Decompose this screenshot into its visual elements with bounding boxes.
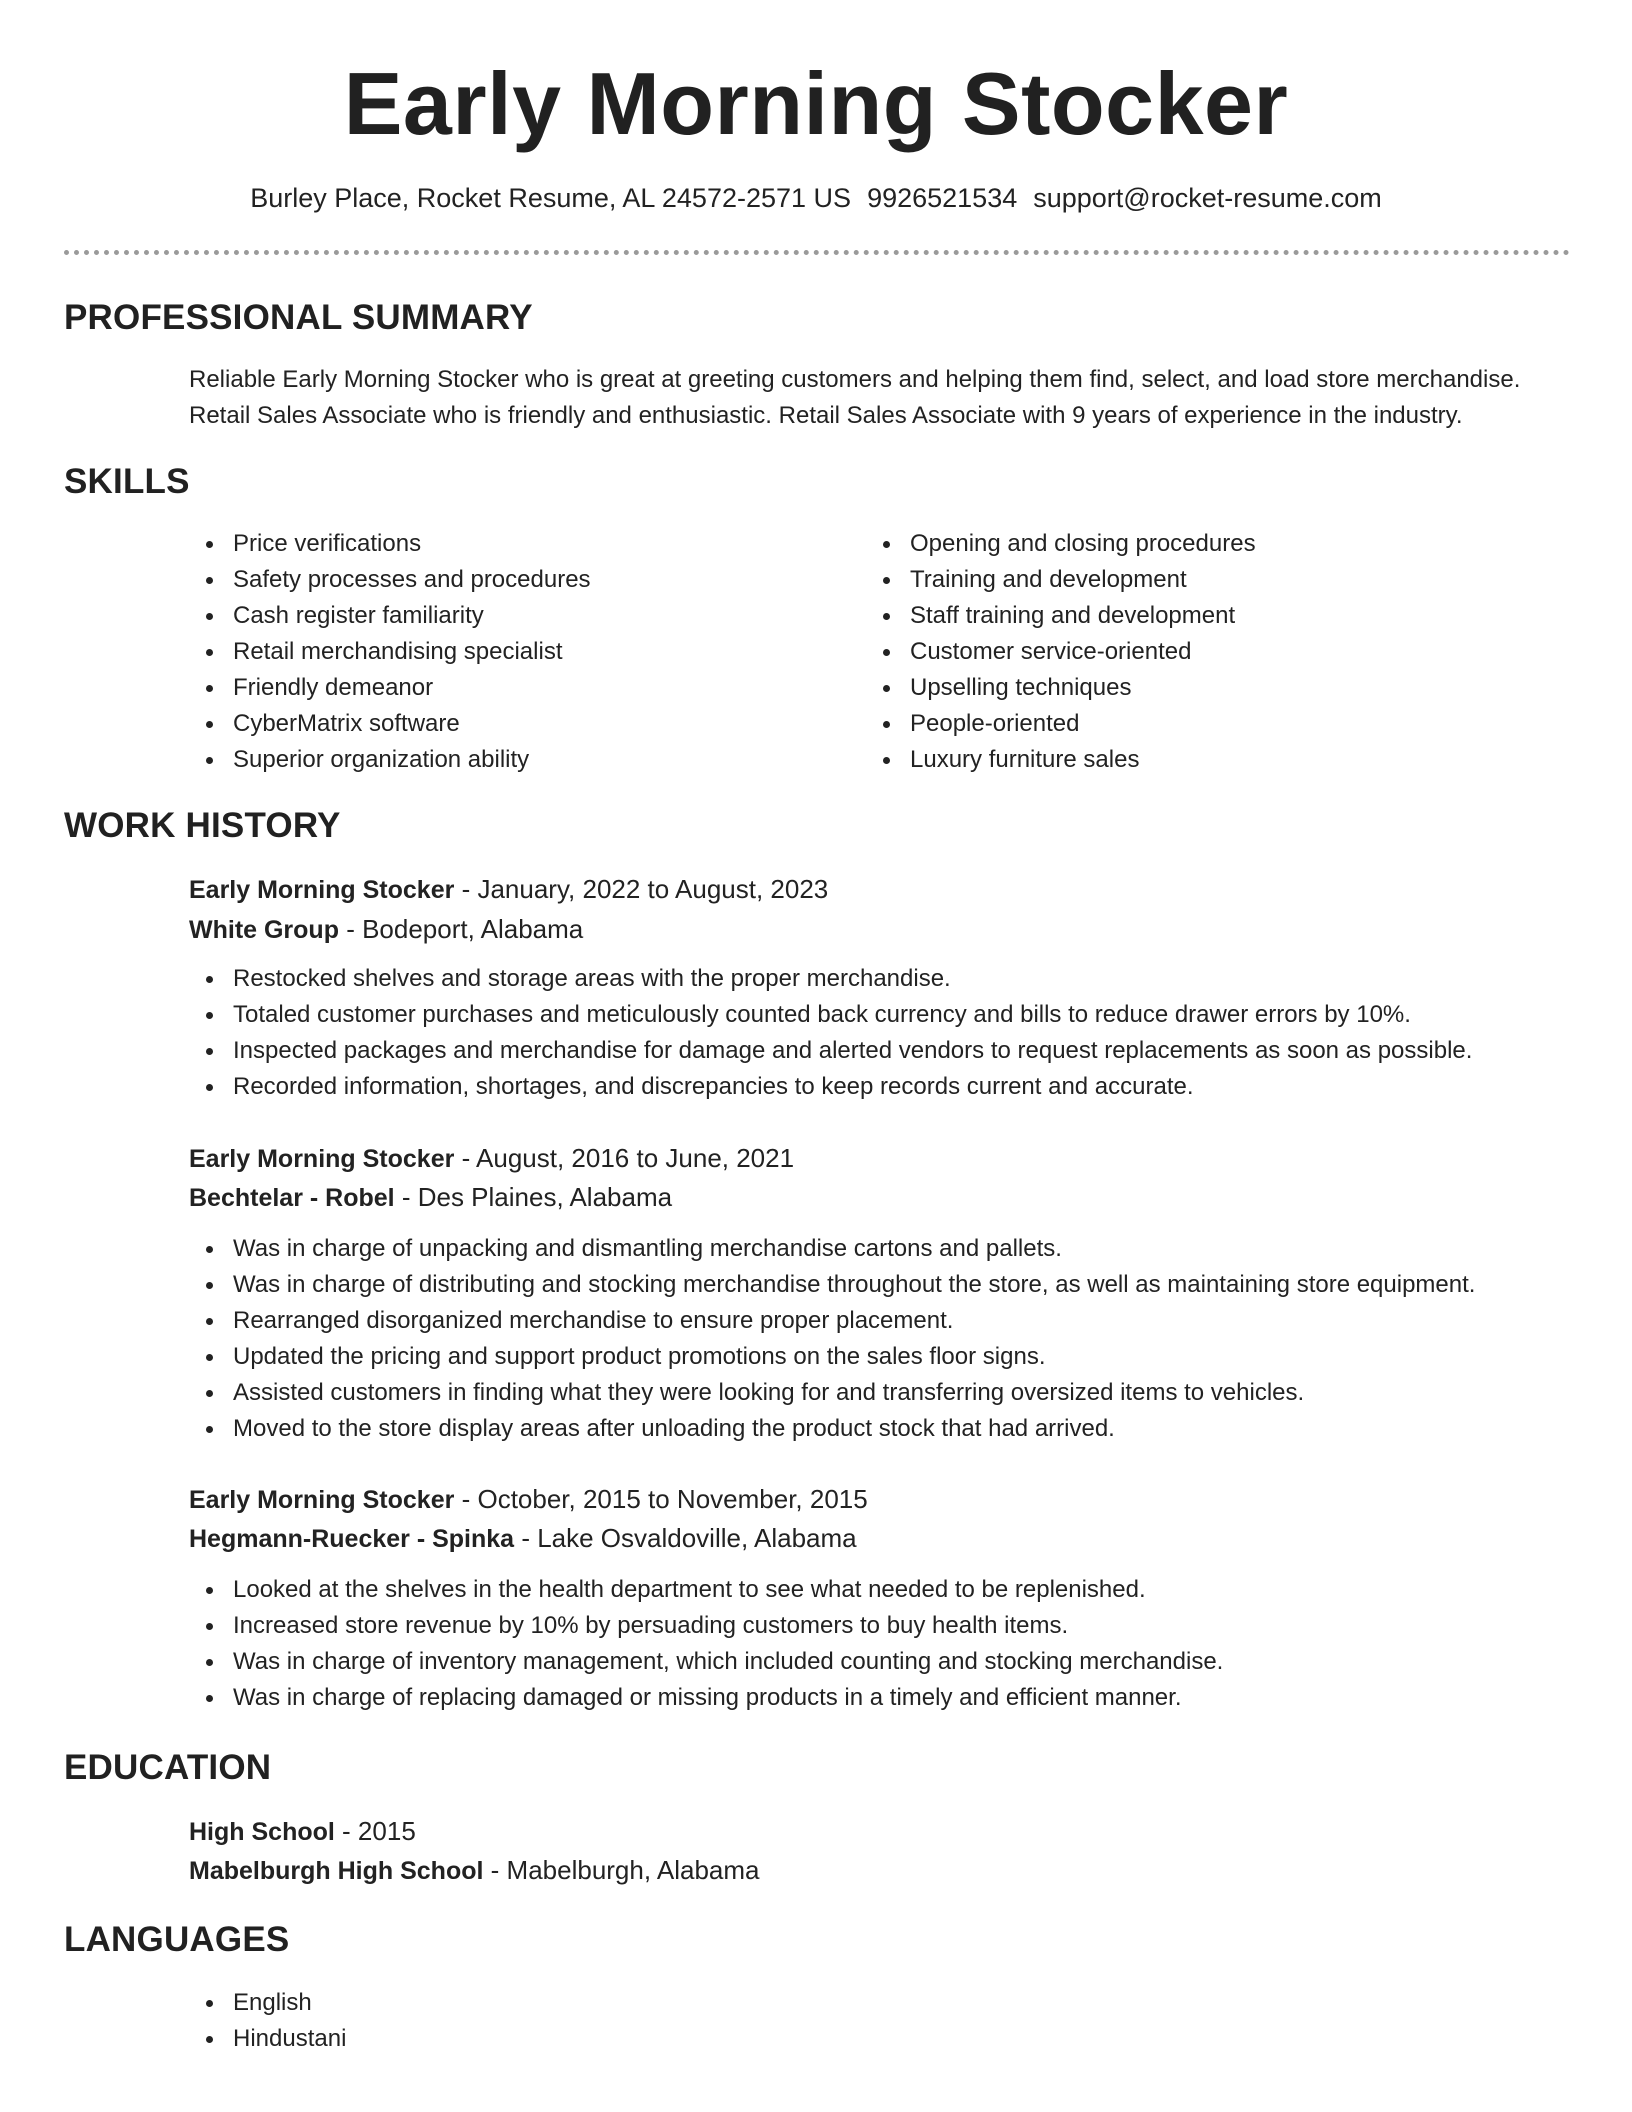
- job-title: Early Morning Stocker: [189, 1145, 455, 1173]
- skill-item: Staff training and development: [866, 598, 1256, 634]
- skill-item: CyberMatrix software: [189, 706, 591, 742]
- job-title: Early Morning Stocker: [189, 1486, 455, 1514]
- languages-list: [189, 1985, 346, 2057]
- contact-phone: 9926521534: [867, 183, 1018, 213]
- skills-list-right: [866, 526, 1256, 778]
- skill-item: Customer service-oriented: [866, 634, 1256, 670]
- header-divider: [64, 250, 1570, 255]
- job-title-line: [189, 871, 828, 908]
- skill-item: Cash register familiarity: [189, 598, 591, 634]
- job-dates: - January, 2022 to August, 2023: [454, 874, 829, 904]
- job-company: Bechtelar - Robel: [189, 1184, 395, 1212]
- job-bullet: Moved to the store display areas after unloading the product stock that had arrived.: [189, 1411, 1475, 1447]
- job-bullet: Was in charge of inventory management, which included counting and stocking merchandise.: [189, 1644, 1223, 1680]
- education-degree: High School: [189, 1818, 335, 1846]
- work-heading: WORK HISTORY: [64, 806, 341, 845]
- contact-line: [0, 180, 1632, 216]
- education-year: - 2015: [334, 1816, 416, 1846]
- skill-item: Upselling techniques: [866, 670, 1256, 706]
- skills-heading: SKILLS: [64, 462, 190, 501]
- job-bullet: Restocked shelves and storage areas with the proper merchandise.: [189, 961, 1472, 997]
- job-company-line: [189, 911, 583, 948]
- job-title-line: [189, 1481, 868, 1518]
- job-title: Early Morning Stocker: [189, 876, 455, 904]
- candidate-name: Early Morning Stocker: [343, 54, 1289, 153]
- education-heading: EDUCATION: [64, 1748, 272, 1787]
- job-bullet: Recorded information, shortages, and discrepancies to keep records current and accurate.: [189, 1069, 1472, 1105]
- education-location: - Mabelburgh, Alabama: [483, 1855, 760, 1885]
- contact-email: support@rocket-resume.com: [1033, 183, 1382, 213]
- job-company: White Group: [189, 916, 339, 944]
- job-location: - Bodeport, Alabama: [338, 914, 584, 944]
- job-company-line: [189, 1179, 672, 1216]
- education-degree-line: [189, 1813, 416, 1850]
- job-bullet: Increased store revenue by 10% by persuading customers to buy health items.: [189, 1608, 1223, 1644]
- skill-item: Luxury furniture sales: [866, 742, 1256, 778]
- job-bullet: Was in charge of distributing and stocking merchandise throughout the store, as well as maintaining store equipment.: [189, 1267, 1475, 1303]
- language-item: Hindustani: [189, 2021, 346, 2057]
- job-company: Hegmann-Ruecker - Spinka: [189, 1525, 515, 1553]
- job-bullet: Assisted customers in finding what they were looking for and transferring oversized items to vehicles.: [189, 1375, 1475, 1411]
- skill-item: Retail merchandising specialist: [189, 634, 591, 670]
- job-dates: - October, 2015 to November, 2015: [454, 1484, 868, 1514]
- job-bullet: Was in charge of replacing damaged or missing products in a timely and efficient manner.: [189, 1680, 1223, 1716]
- job-title-line: [189, 1140, 794, 1177]
- skill-item: Opening and closing procedures: [866, 526, 1256, 562]
- job-bullet: Was in charge of unpacking and dismantling merchandise cartons and pallets.: [189, 1231, 1475, 1267]
- skill-item: Friendly demeanor: [189, 670, 591, 706]
- job-location: - Des Plaines, Alabama: [394, 1182, 673, 1212]
- job-bullets: [189, 1231, 1475, 1447]
- job-bullet: Looked at the shelves in the health department to see what needed to be replenished.: [189, 1572, 1223, 1608]
- job-location: - Lake Osvaldoville, Alabama: [514, 1523, 857, 1553]
- job-bullet: Totaled customer purchases and meticulously counted back currency and bills to reduce drawer errors by 10%.: [189, 997, 1472, 1033]
- languages-heading: LANGUAGES: [64, 1920, 290, 1959]
- skill-item: Safety processes and procedures: [189, 562, 591, 598]
- skill-item: Superior organization ability: [189, 742, 591, 778]
- job-bullets: [189, 1572, 1223, 1716]
- education-school: Mabelburgh High School: [189, 1857, 484, 1885]
- summary-heading: PROFESSIONAL SUMMARY: [64, 298, 533, 337]
- education-school-line: [189, 1852, 759, 1889]
- language-item: English: [189, 1985, 346, 2021]
- job-bullet: Rearranged disorganized merchandise to ensure proper placement.: [189, 1303, 1475, 1339]
- job-bullet: Updated the pricing and support product promotions on the sales floor signs.: [189, 1339, 1475, 1375]
- skill-item: Price verifications: [189, 526, 591, 562]
- summary-text: Reliable Early Morning Stocker who is great at greeting customers and helping them find, select, and load store merchandise. Retail Sales Associate who is friendly and enthusiastic. Retail Sales Associate with 9 years of experience in the industry.: [189, 366, 1521, 429]
- job-dates: - August, 2016 to June, 2021: [454, 1143, 795, 1173]
- skills-list-left: [189, 526, 591, 778]
- skill-item: People-oriented: [866, 706, 1256, 742]
- job-company-line: [189, 1520, 857, 1557]
- job-bullets: [189, 961, 1472, 1105]
- contact-address: Burley Place, Rocket Resume, AL 24572-2571 US: [250, 183, 852, 213]
- skill-item: Training and development: [866, 562, 1256, 598]
- job-bullet: Inspected packages and merchandise for damage and alerted vendors to request replacements as soon as possible.: [189, 1033, 1472, 1069]
